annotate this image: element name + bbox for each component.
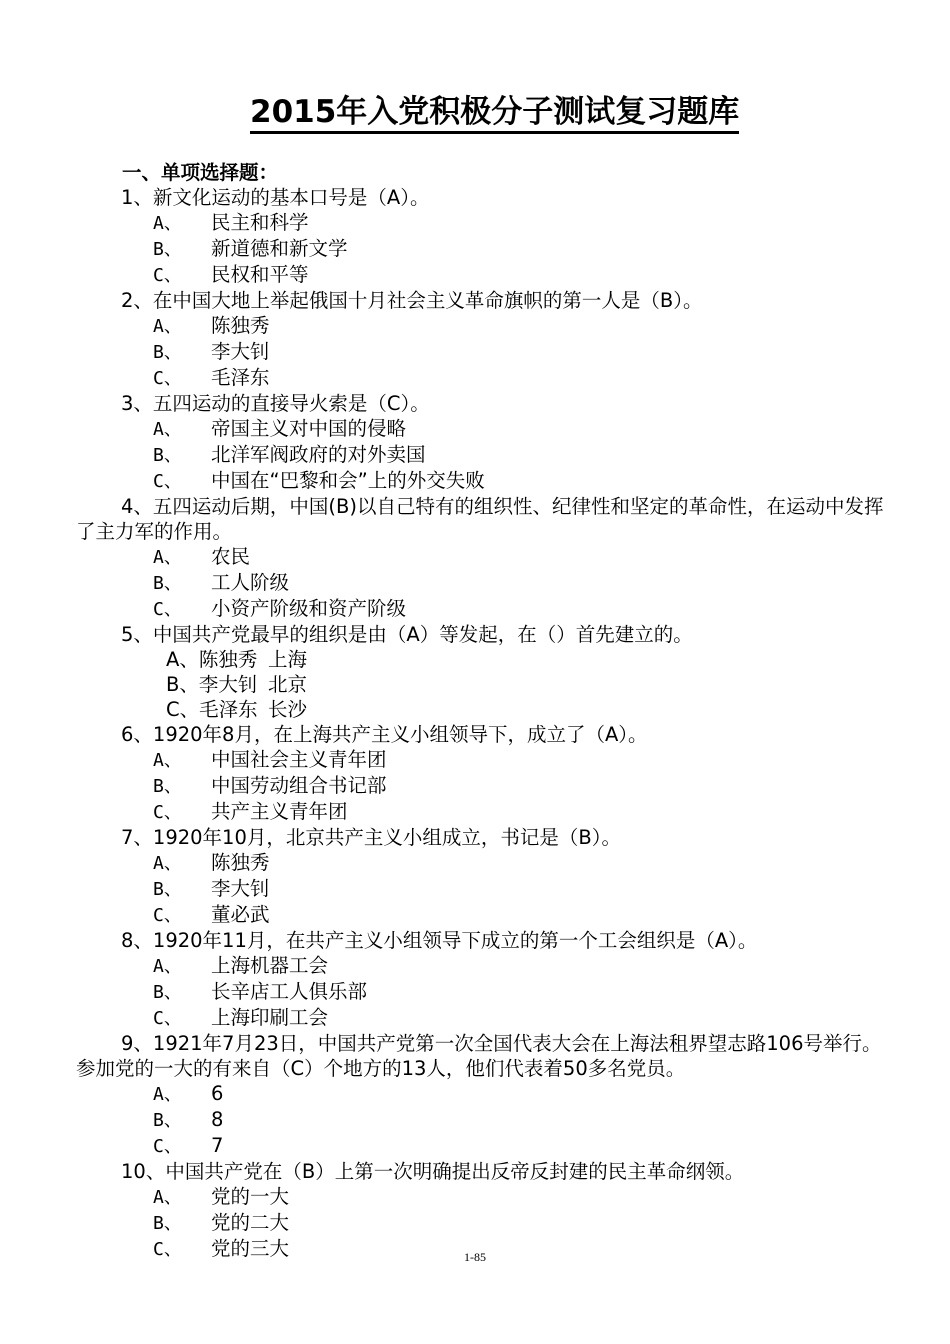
question-list xyxy=(76,160,890,1262)
option-text: 帝国主义对中国的侵略 xyxy=(211,417,407,440)
option-text: 党的三大 xyxy=(211,1237,290,1260)
answer-option xyxy=(76,979,890,1005)
option-text: 小资产阶级和资产阶级 xyxy=(211,597,407,620)
option-text: 中国劳动组合书记部 xyxy=(211,774,387,797)
option-letter: B、 xyxy=(153,1213,182,1234)
section-heading: 一、单项选择题： xyxy=(122,161,279,184)
option-letter: C、 xyxy=(153,1136,182,1157)
option-letter: A、 xyxy=(153,316,182,337)
answer-option xyxy=(76,850,890,876)
option-letter: A、 xyxy=(153,956,182,977)
question-stem: 10、中国共产党在（B）上第一次明确提出反帝反封建的民主革命纲领。 xyxy=(121,1160,745,1183)
option-letter: B、 xyxy=(153,1110,182,1131)
answer-option xyxy=(76,442,890,468)
option-letter: C、 xyxy=(153,471,182,492)
option-letter: C、 xyxy=(153,802,182,823)
question-stem: 2、在中国大地上举起俄国十月社会主义革命旗帜的第一人是（B）。 xyxy=(121,289,703,312)
option-letter: A、 xyxy=(153,1084,182,1105)
page-number: 1-85 xyxy=(464,1250,486,1264)
answer-option xyxy=(76,1210,890,1236)
answer-option xyxy=(76,365,890,391)
option-text: 新道德和新文学 xyxy=(211,237,348,260)
option-letter: A、 xyxy=(153,1187,182,1208)
question-stem: 1、新文化运动的基本口号是（A）。 xyxy=(121,186,430,209)
option-text: 毛泽东 xyxy=(211,366,270,389)
option-text: 农民 xyxy=(211,545,251,568)
option-text: 上海机器工会 xyxy=(211,954,329,977)
option-text: 中国社会主义青年团 xyxy=(211,748,387,771)
answer-option xyxy=(76,697,890,722)
option-text: 长辛店工人俱乐部 xyxy=(211,980,368,1003)
option-letter: C、 xyxy=(153,1008,182,1029)
option-letter: B、 xyxy=(153,239,182,260)
answer-option xyxy=(76,1107,890,1133)
answer-option xyxy=(76,313,890,339)
option-text: 民主和科学 xyxy=(211,211,309,234)
option-letter: A、 xyxy=(153,750,182,771)
answer-option xyxy=(76,1133,890,1159)
option-letter: B、 xyxy=(153,982,182,1003)
answer-option xyxy=(76,953,890,979)
answer-option xyxy=(76,262,890,288)
option-place: 上海 xyxy=(268,648,308,671)
answer-option xyxy=(76,570,890,596)
answer-option xyxy=(76,647,890,672)
answer-option xyxy=(76,468,890,494)
option-letter: C、 xyxy=(153,599,182,620)
option-person: C、毛泽东 xyxy=(166,698,258,721)
option-text: 7 xyxy=(211,1134,224,1157)
answer-option xyxy=(76,672,890,697)
option-place: 北京 xyxy=(268,673,308,696)
option-letter: B、 xyxy=(153,342,182,363)
option-text: 陈独秀 xyxy=(211,851,270,874)
option-text: 工人阶级 xyxy=(211,571,290,594)
option-text: 北洋军阀政府的对外卖国 xyxy=(211,443,426,466)
option-letter: C、 xyxy=(153,265,182,286)
option-text: 民权和平等 xyxy=(211,263,309,286)
option-text: 党的二大 xyxy=(211,1211,290,1234)
option-letter: C、 xyxy=(153,1239,182,1260)
option-text: 8 xyxy=(211,1108,224,1131)
option-text: 党的一大 xyxy=(211,1185,290,1208)
answer-option xyxy=(76,236,890,262)
option-text: 李大钊 xyxy=(211,340,270,363)
answer-option xyxy=(76,339,890,365)
question-stem: 5、中国共产党最早的组织是由（A）等发起，在（）首先建立的。 xyxy=(121,623,693,646)
question-stem: 8、1920年11月，在共产主义小组领导下成立的第一个工会组织是（A）。 xyxy=(121,929,758,952)
answer-option xyxy=(76,1005,890,1031)
option-letter: B、 xyxy=(153,776,182,797)
option-text: 上海印刷工会 xyxy=(211,1006,329,1029)
option-place: 长沙 xyxy=(268,698,308,721)
option-letter: A、 xyxy=(153,213,182,234)
answer-option xyxy=(76,596,890,622)
option-text: 共产主义青年团 xyxy=(211,800,348,823)
question-stem: 4、五四运动后期，中国(B)以自己特有的组织性、纪律性和坚定的革命性，在运动中发挥了主力军的作用。 xyxy=(76,495,884,543)
option-text: 中国在“巴黎和会”上的外交失败 xyxy=(211,469,485,492)
option-letter: B、 xyxy=(153,879,182,900)
option-text: 李大钊 xyxy=(211,877,270,900)
option-text: 陈独秀 xyxy=(211,314,270,337)
answer-option xyxy=(76,799,890,825)
option-letter: C、 xyxy=(153,368,182,389)
option-text: 6 xyxy=(211,1082,224,1105)
answer-option xyxy=(76,416,890,442)
answer-option xyxy=(76,902,890,928)
option-letter: B、 xyxy=(153,573,182,594)
answer-option xyxy=(76,876,890,902)
question-stem: 9、1921年7月23日，中国共产党第一次全国代表大会在上海法租界望志路106号举行。参加党的一大的有来自（C）个地方的13人，他们代表着50多名党员。 xyxy=(76,1032,882,1080)
answer-option xyxy=(76,1184,890,1210)
option-letter: C、 xyxy=(153,905,182,926)
option-letter: A、 xyxy=(153,419,182,440)
question-stem: 6、1920年8月，在上海共产主义小组领导下，成立了（A）。 xyxy=(121,723,648,746)
answer-option xyxy=(76,544,890,570)
option-person: A、陈独秀 xyxy=(166,648,258,671)
option-letter: B、 xyxy=(153,445,182,466)
answer-option xyxy=(76,210,890,236)
option-person: B、李大钊 xyxy=(166,673,258,696)
answer-option xyxy=(76,1081,890,1107)
answer-option xyxy=(76,747,890,773)
option-text: 董必武 xyxy=(211,903,270,926)
question-stem: 7、1920年10月，北京共产主义小组成立，书记是（B）。 xyxy=(121,826,621,849)
option-letter: A、 xyxy=(153,547,182,568)
option-letter: A、 xyxy=(153,853,182,874)
question-stem: 3、五四运动的直接导火索是（C）。 xyxy=(121,392,430,415)
answer-option xyxy=(76,773,890,799)
page-title: 2015年入党积极分子测试复习题库 xyxy=(250,92,790,132)
